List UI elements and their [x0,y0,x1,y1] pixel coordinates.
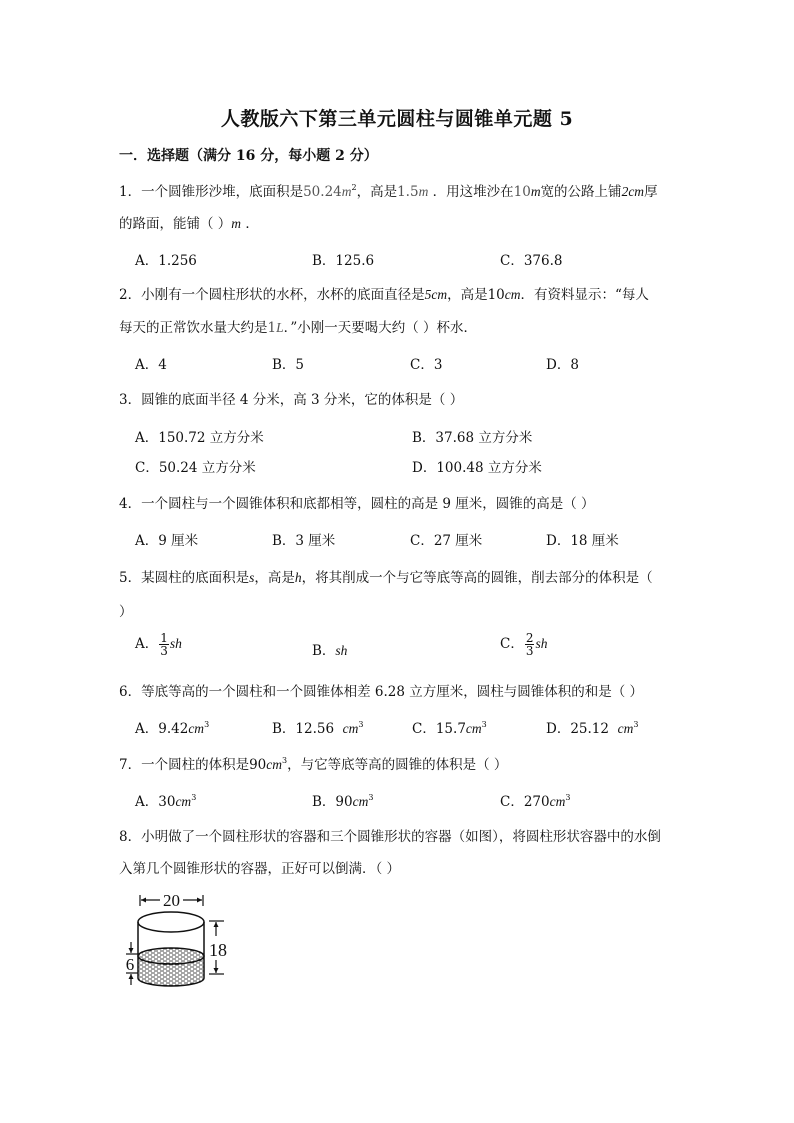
q5-option-b[interactable]: B．sh [312,643,348,659]
q2-option-b[interactable]: B．5 [272,357,305,373]
q2-option-d[interactable]: D．8 [546,357,579,373]
fraction-one-third: $\frac{1}{3}$ [160,631,168,658]
q4-option-d[interactable]: D．18 厘米 [546,533,619,549]
q4-option-b[interactable]: B．3 厘米 [272,533,336,549]
question-1-line-1: 1．一个圆锥形沙堆，底面积是$50.24m^2$，高是1.5m ．用这堆沙在10m宽的公路上铺2cm厚 [119,183,658,200]
q6-option-a[interactable]: A．$9.42cm^3$ [135,720,210,737]
q3-option-b[interactable]: B．37.68 立方分米 [412,430,533,446]
q3-option-a[interactable]: A．150.72 立方分米 [135,430,264,446]
question-7-text: 7．一个圆柱的体积是$90cm^3$，与它等底等高的圆锥的体积是（ ） [119,756,508,773]
question-4-text: 4．一个圆柱与一个圆锥体积和底都相等，圆柱的高是 9 厘米，圆锥的高是（ ） [119,496,595,512]
q2-option-a[interactable]: A．4 [135,357,167,373]
q7-option-c[interactable]: C．$270cm^3$ [500,793,571,810]
question-1-line-2: 的路面，能铺（ ）m ． [119,216,259,232]
q6-option-b[interactable]: B．12.56 $cm^3$ [272,720,364,737]
q4-option-c[interactable]: C．27 厘米 [410,533,483,549]
question-3-text: 3．圆锥的底面半径 4 分米，高 3 分米，它的体积是（ ） [119,392,464,408]
question-8-line-2: 入第几个圆锥形状的容器，正好可以倒满．（ ） [119,861,401,877]
diameter-label: 20 [163,891,180,910]
q5-option-a[interactable]: A． $\frac{1}{3}$ sh [135,631,182,658]
q6-option-d[interactable]: D．25.12 $cm^3$ [546,720,639,737]
q3-option-c[interactable]: C．50.24 立方分米 [135,460,256,476]
height-label: 18 [209,940,227,960]
q1-option-b[interactable]: B．125.6 [312,253,375,269]
q6-option-c[interactable]: C．$15.7cm^3$ [412,720,487,737]
q7-option-b[interactable]: B．$90cm^3$ [312,793,374,810]
document-title: 人教版六下第三单元圆柱与圆锥单元题 5 [220,108,574,130]
cylinder-figure [112,886,242,991]
q1-option-a[interactable]: A．1.256 [135,253,197,269]
question-6-text: 6．等底等高的一个圆柱和一个圆锥体相差 6.28 立方厘米，圆柱与圆锥体积的和是（ ） [119,684,644,700]
q5-option-c[interactable]: C． $\frac{2}{3}$ sh [500,631,548,658]
question-5-line-1: 5．某圆柱的底面积是s，高是h，将其削成一个与它等底等高的圆锥，削去部分的体积是（ [119,570,653,586]
section-heading: 一．选择题（满分 16 分，每小题 2 分） [119,148,378,164]
fraction-two-thirds: $\frac{2}{3}$ [525,631,534,658]
q7-option-a[interactable]: A．$30cm^3$ [135,793,197,810]
q3-option-d[interactable]: D．100.48 立方分米 [412,460,542,476]
q4-option-a[interactable]: A．9 厘米 [135,533,199,549]
question-5-line-2: ） [119,604,133,620]
q1-option-c[interactable]: C．376.8 [500,253,563,269]
question-8-line-1: 8．小明做了一个圆柱形状的容器和三个圆锥形状的容器（如图），将圆柱形状容器中的水倒 [119,829,661,845]
q2-option-c[interactable]: C．3 [410,357,443,373]
question-2-line-2: 每天的正常饮水量大约是1L．”小刚一天要喝大约（ ）杯水． [119,320,478,336]
water-height-label: 6 [125,955,135,974]
question-2-line-1: 2．小刚有一个圆柱形状的水杯，水杯的底面直径是5cm，高是10cm．有资料显示：“每人 [119,287,649,303]
